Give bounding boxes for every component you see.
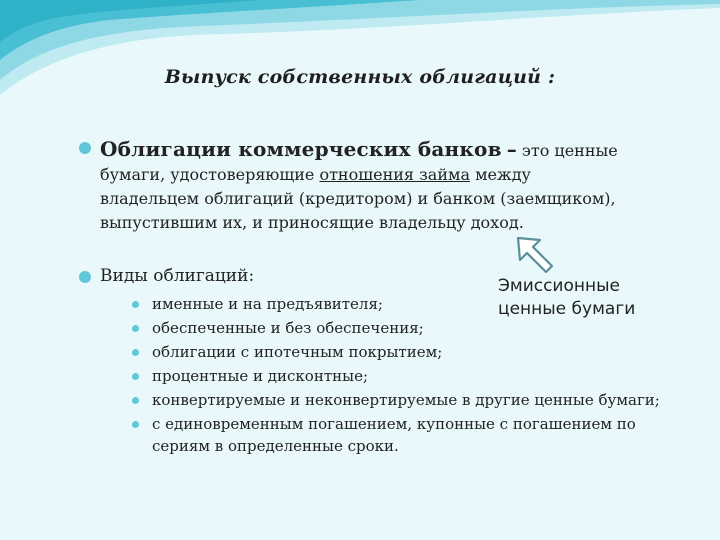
definition-line-4: выпустившим их, и приносящие владельцу доход. xyxy=(100,213,524,232)
bond-types-list xyxy=(130,293,690,459)
slide-title: Выпуск собственных облигаций : xyxy=(164,66,556,88)
emission-callout-line-1: Эмиссионные xyxy=(498,276,620,296)
list-item: процентные и дисконтные; xyxy=(130,365,690,387)
sub-bullet-icon xyxy=(132,421,139,428)
definition-line-1 xyxy=(100,137,700,163)
list-item: именные и на предъявителя; xyxy=(130,293,690,315)
header-wave-decoration xyxy=(0,0,720,110)
list-item: обеспеченные и без обеспечения; xyxy=(130,317,690,339)
definition-term: Облигации коммерческих банков xyxy=(100,137,502,161)
arrow-up-left-icon xyxy=(514,234,556,276)
definition-line-2 xyxy=(100,163,700,187)
list-item: конвертируемые и неконвертируемые в другие ценные бумаги; xyxy=(130,389,690,411)
loan-relation-link: отношения займа xyxy=(319,165,470,184)
bullet-icon xyxy=(79,271,91,283)
list-item: облигации с ипотечным покрытием; xyxy=(130,341,690,363)
sub-bullet-icon xyxy=(132,397,139,404)
types-heading: Виды облигаций: xyxy=(100,266,255,286)
sub-bullet-icon xyxy=(132,301,139,308)
definition-line-3: владельцем облигаций (кредитором) и банком (заемщиком), xyxy=(100,189,616,208)
sub-bullet-icon xyxy=(132,325,139,332)
definition-line1-tail: это ценные xyxy=(521,141,618,160)
definition-paragraph xyxy=(100,137,700,235)
sub-bullet-icon xyxy=(132,373,139,380)
sub-bullet-icon xyxy=(132,349,139,356)
list-item: с единовременным погашением, купонные с погашением по сериям в определенные сроки. xyxy=(130,413,690,457)
definition-line2-post: между xyxy=(469,165,531,184)
definition-dash: – xyxy=(506,137,517,161)
definition-line2-pre: бумаги, удостоверяющие xyxy=(100,165,320,184)
emission-callout-line-2: ценные бумаги xyxy=(498,299,636,319)
bullet-icon xyxy=(79,142,91,154)
